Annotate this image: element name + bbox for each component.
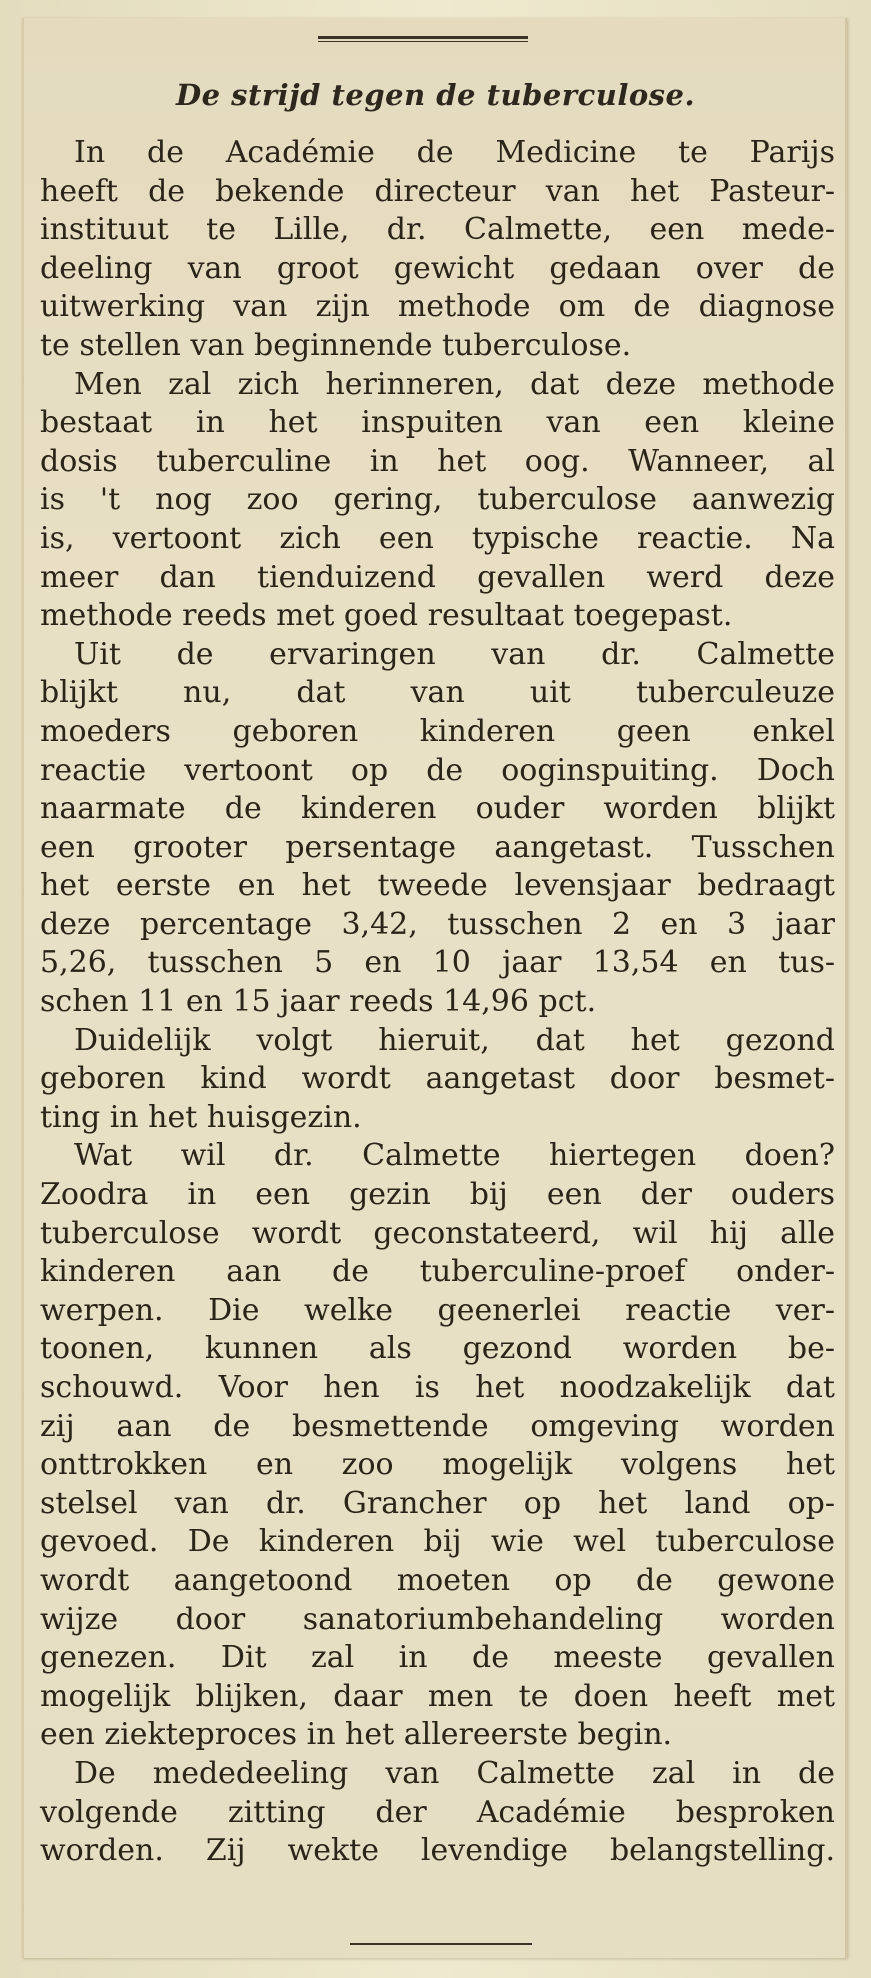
article-line: kinderen aan de tuberculine-proef onder-: [40, 1254, 835, 1290]
article-line: dosis tuberculine in het oog. Wanneer, al: [40, 443, 835, 479]
article-line: een grooter persentage aangetast. Tusschen: [40, 829, 835, 865]
top-rule: [318, 36, 528, 42]
article-line: werpen. Die welke geenerlei reactie ver-: [40, 1292, 835, 1328]
article-line: naarmate de kinderen ouder worden blijkt: [40, 791, 835, 827]
article-line: wordt aangetoond moeten op de gewone: [40, 1562, 835, 1598]
article-line: methode reeds met goed resultaat toegepast.: [40, 598, 733, 634]
article-line: reactie vertoont op de ooginspuiting. Doch: [40, 752, 835, 788]
article-line: schen 11 en 15 jaar reeds 14,96 pct.: [40, 984, 597, 1020]
article-line: een ziekteproces in het allereerste begin.: [40, 1717, 673, 1753]
article-line: uitwerking van zijn methode om de diagnose: [40, 289, 835, 325]
article-line: Men zal zich herinneren, dat deze methode: [74, 366, 835, 402]
article-line: bestaat in het inspuiten van een kleine: [40, 405, 835, 441]
article-body: [40, 134, 835, 1871]
article-line: meer dan tienduizend gevallen werd deze: [40, 559, 835, 595]
article-line: moeders geboren kinderen geen enkel: [40, 713, 835, 749]
article-headline: De strijd tegen de tuberculose.: [175, 78, 696, 112]
article-line: is, vertoont zich een typische reactie. Na: [40, 520, 835, 556]
bottom-rule: [350, 1943, 532, 1945]
article-line: het eerste en het tweede levensjaar bedraagt: [40, 868, 835, 904]
article-line: heeft de bekende directeur van het Pasteur-: [40, 173, 835, 209]
article-line: worden. Zij wekte levendige belangstelling.: [40, 1833, 835, 1869]
article-line: De mededeeling van Calmette zal in de: [74, 1755, 835, 1791]
article-line: 5,26, tusschen 5 en 10 jaar 13,54 en tus-: [40, 945, 835, 981]
article-line: ting in het huisgezin.: [40, 1099, 362, 1135]
article-line: stelsel van dr. Grancher op het land op-: [40, 1485, 835, 1521]
article-line: gevoed. De kinderen bij wie wel tuberculose: [40, 1524, 835, 1560]
article-line: deze percentage 3,42, tusschen 2 en 3 jaar: [40, 906, 835, 942]
article-line: Uit de ervaringen van dr. Calmette: [74, 636, 835, 672]
article-line: is 't nog zoo gering, tuberculose aanwezig: [40, 482, 835, 518]
article-line: blijkt nu, dat van uit tuberculeuze: [40, 675, 835, 711]
article-line: zij aan de besmettende omgeving worden: [40, 1408, 835, 1444]
article-line: deeling van groot gewicht gedaan over de: [40, 250, 835, 286]
article-line: wijze door sanatoriumbehandeling worden: [40, 1601, 835, 1637]
article-line: Wat wil dr. Calmette hiertegen doen?: [74, 1138, 835, 1174]
article-line: toonen, kunnen als gezond worden be-: [40, 1331, 835, 1367]
article-line: Zoodra in een gezin bij een der ouders: [40, 1177, 835, 1213]
article-line: geboren kind wordt aangetast door besmet-: [40, 1061, 835, 1097]
article-line: instituut te Lille, dr. Calmette, een mede-: [40, 212, 835, 248]
article-line: genezen. Dit zal in de meeste gevallen: [40, 1640, 835, 1676]
article-line: mogelijk blijken, daar men te doen heeft met: [40, 1678, 835, 1714]
article-line: In de Académie de Medicine te Parijs: [74, 135, 835, 170]
article-line: Duidelijk volgt hieruit, dat het gezond: [74, 1022, 835, 1058]
article-line: schouwd. Voor hen is het noodzakelijk dat: [40, 1370, 835, 1405]
article-line: volgende zitting der Académie besproken: [40, 1794, 835, 1830]
article-line: onttrokken en zoo mogelijk volgens het: [40, 1447, 835, 1483]
article-line: te stellen van beginnende tuberculose.: [40, 327, 632, 363]
article-line: tuberculose wordt geconstateerd, wil hij alle: [40, 1215, 835, 1251]
